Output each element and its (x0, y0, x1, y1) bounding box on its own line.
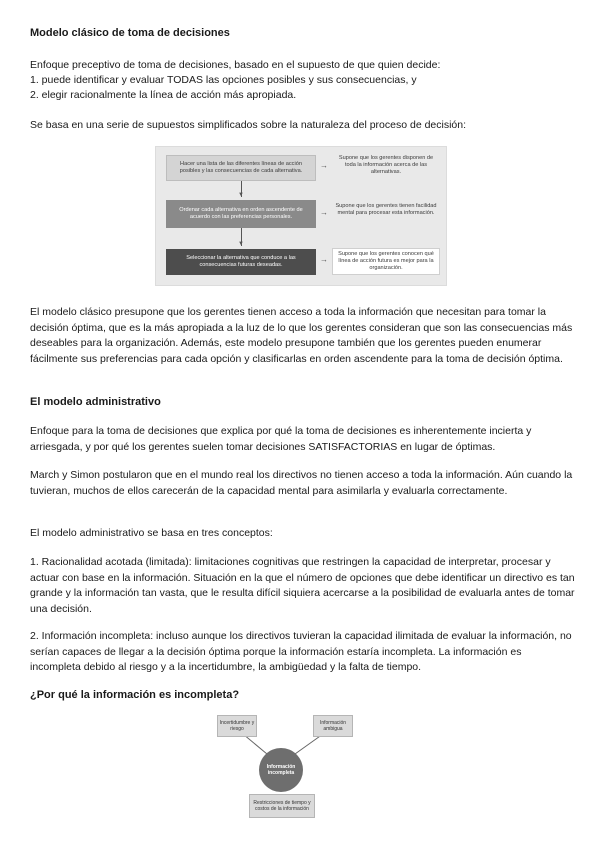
step-rank-alternatives: Ordenar cada alternativa en orden ascendente de acuerdo con las preferencias personales. (166, 200, 316, 228)
ambiguous-info-box: Información ambigua (313, 715, 353, 737)
intro-line-3: 2. elegir racionalmente la línea de acción más apropiada. (30, 89, 297, 101)
assumptions-text: Se basa en una serie de supuestos simplificados sobre la naturaleza del proceso de decisión: (30, 119, 467, 131)
admin-paragraph-3: El modelo administrativo se basa en tres conceptos: (30, 527, 273, 539)
admin-paragraph-4: 1. Racionalidad acotada (limitada): limitaciones cognitivas que restringen la capacidad de interpretar, procesar y actuar con base en la información. Situación en la que el número de opciones que debe identificar un directivo es tan grande y la información tan vasta, que le resulta difícil siquiera acercarse a la posibilidad de evaluarla antes de tomar una decisión. (30, 556, 575, 615)
arrow-right-icon: → (320, 208, 328, 217)
classic-model-paragraph: El modelo clásico presupone que los gerentes tienen acceso a toda la información que necesitan para tomar la decisión óptima, que es la más apropiada a la luz de lo que los gerentes consideran que son las consecuencias más deseables para la organización. Además, este modelo presupone también que los gerentes pueden enumerar fácilmente sus preferencias para cada opción y clasificarlas en orden ascendente para la toma de decisión óptima. (30, 306, 573, 365)
step-list-alternatives: Hacer una lista de las diferentes líneas de acción posibles y las consecuencias de cada alternativa. (166, 155, 316, 181)
incomplete-info-circle: Información incompleta (259, 748, 303, 792)
assumption-note-3: Supone que los gerentes conocen qué línea de acción futura es mejor para la organización. (332, 248, 440, 275)
arrow-right-icon: → (320, 255, 328, 264)
intro-line-1: Enfoque preceptivo de toma de decisiones, basado en el supuesto de que quien decide: (30, 59, 441, 71)
intro-line-2: 1. puede identificar y evaluar TODAS las opciones posibles y sus consecuencias, y (30, 74, 417, 86)
risk-uncertainty-box: Incertidumbre y riesgo (217, 715, 257, 737)
step-select-alternative: Seleccionar la alternativa que conduce a las consecuencias futuras deseadas. (166, 249, 316, 275)
admin-paragraph-2: March y Simon postularon que en el mundo real los directivos no tienen acceso a toda la información. Aún cuando la tuvieran, muchos de ellos carecerán de la capacidad mental para asimilarla y evaluarla correctamente. (30, 469, 573, 497)
section-heading-classic: Modelo clásico de toma de decisiones (30, 27, 230, 39)
time-cost-box: Restricciones de tiempo y costos de la información (249, 794, 315, 818)
flow-arrow-down-icon: ▼ (238, 241, 244, 247)
admin-paragraph-1: Enfoque para la toma de decisiones que explica por qué la toma de decisiones es inherentemente incierta y arriesgada, y por qué los gerentes suelen tomar decisiones SATISFACTORIAS en lugar de óptimas. (30, 425, 532, 453)
assumption-note-2: Supone que los gerentes tienen facilidad mental para procesar esta información. (335, 203, 437, 216)
classic-model-diagram (155, 146, 447, 286)
incomplete-information-diagram (205, 712, 355, 822)
admin-paragraph-5: 2. Información incompleta: incluso aunque los directivos tuvieran la capacidad ilimitada de evaluar la información, no serían capaces de llegar a la decisión óptima porque la información estaría incompleta. La información es incompleta debido al riesgo y a la incertidumbre, la ambigüedad y la falta de tiempo. (30, 630, 572, 673)
question-heading: ¿Por qué la información es incompleta? (30, 689, 240, 701)
assumption-note-1: Supone que los gerentes disponen de toda la información acerca de las alternativas. (338, 155, 434, 175)
section-heading-administrative: El modelo administrativo (30, 396, 161, 408)
flow-arrow-down-icon: ▼ (238, 192, 244, 198)
arrow-right-icon: → (320, 161, 328, 170)
